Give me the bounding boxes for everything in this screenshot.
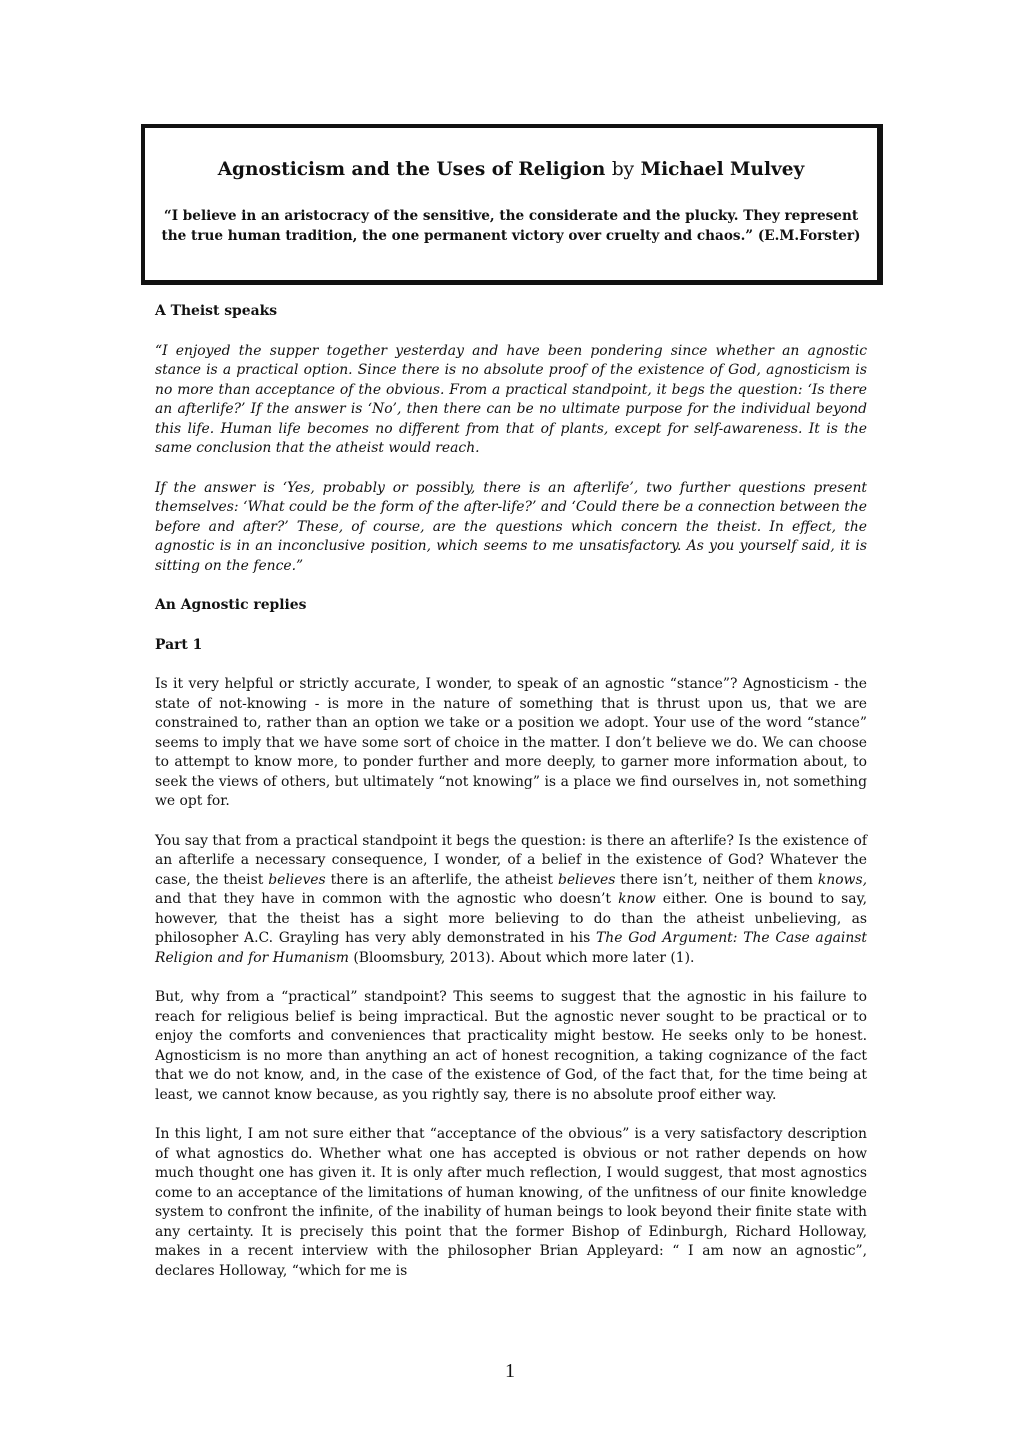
title-by: by [611,159,635,180]
text-segment: “I enjoyed the supper together yesterday and have been pondering since whether an agnostic stance is a practical option. Since there is no absolute proof of the existence of God, agnosticism is no more than acceptance of the obvious. From a practical standpoint, it begs the question: ‘Is there an afterlife?’ If the answer is ‘No’, then there can be no ultimate purpose for the individual beyond this life. Human life becomes no different from that of plants, except for self-awareness. It is the same conclusion that the atheist would reach. [155,342,867,456]
paragraph [155,1125,867,1281]
italic-text: believes [557,871,616,888]
italic-text: know [618,891,656,907]
paragraph [155,479,867,577]
text-segment: (Bloomsbury, 2013). About which more later (1). [348,949,695,966]
text-segment: Is it very helpful or strictly accurate, I wonder, to speak of an agnostic “stance”? Agnosticism - the state of not-knowing - is more in the nature of something that is thrust upon us, that we are constrained to, rather than an option we take or a position we adopt. Your use of the word “stance” seems to imply that we have some sort of choice in the matter. I don’t believe we do. We can choose to attempt to know more, to ponder further and more deeply, to garner more information about, to seek the views of others, but ultimately “not knowing” is a place we find ourselves in, not something we opt for. [155,676,867,809]
text-segment: there isn’t, neither of them [615,871,818,888]
title-box [141,124,883,285]
document-body [155,302,867,1281]
text-segment: If the answer is ‘Yes, probably or possibly, there is an afterlife’, two further questions present themselves: ‘What could be the form of the after-life?’ and ‘Could there be a connection between the before and after?’ These, of course, are the questions which concern the theist. In effect, the agnostic is in an inconclusive position, which seems to me unsatisfactory. As you yourself said, it is sitting on the fence.” [155,479,867,574]
italic-text: knows, [817,871,867,888]
section-heading: An Agnostic replies [155,597,307,613]
text-segment: and that they have in common with the agnostic who doesn’t [155,891,619,907]
title-text: Agnosticism and the Uses of Religion [217,159,606,180]
italic-text: believes [268,871,326,888]
italic-text: The God Argument: The Case against Religion and for Humanism [155,930,867,966]
paragraph [155,675,867,812]
paragraph [155,988,867,1105]
author-name: Michael Mulvey [640,159,805,180]
page-number: 1 [505,1360,515,1382]
section-heading: A Theist speaks [155,303,278,319]
section-heading: Part 1 [155,636,203,653]
text-segment: But, why from a “practical” standpoint? This seems to suggest that the agnostic in his failure to reach for religious belief is being impractical. But the agnostic never sought to be practical or to enjoy the comforts and conveniences that practicality might bestow. He seeks only to be honest. Agnosticism is no more than anything an act of honest recognition, a taking cognizance of the fact that we do not know, and, in the case of the existence of God, of the fact that, for the time being at least, we cannot know because, as you rightly say, there is no absolute proof either way. [155,989,867,1103]
text-segment: either. One is bound to say, however, that the theist has a sight more believing to do than the atheist unbelieving, as philosopher A.C. Grayling has very ably demonstrated in his [155,891,867,946]
paragraph [155,342,867,459]
epigraph-quote: “I believe in an aristocracy of the sensitive, the considerate and the plucky. They represent the true human tradition, the one permanent victory over cruelty and chaos.” (E.M.Forster) [161,208,861,244]
paragraph [155,832,867,969]
text-segment: In this light, I am not sure either that “acceptance of the obvious” is a very satisfactory description of what agnostics do. Whether what one has accepted is obvious or not rather depends on how much thought one has given it. It is only after much reflection, I would suggest, that most agnostics come to an acceptance of the limitations of human knowing, of the unfitness of our finite knowledge system to confront the infinite, of the inability of human beings to look beyond their finite state with any certainty. It is precisely this point that the former Bishop of Edinburgh, Richard Holloway, makes in a recent interview with the philosopher Brian Appleyard: “ I am now an agnostic”, declares Holloway, “which for me is [155,1126,867,1279]
document-title [145,159,877,180]
text-segment: there is an afterlife, the atheist [325,871,558,888]
text-segment: You say that from a practical standpoint it begs the question: is there an afterlife? Is the existence of an afterlife a necessary consequence, I wonder, of a belief in the existence of God? Whatever the case, the theist [155,832,867,888]
